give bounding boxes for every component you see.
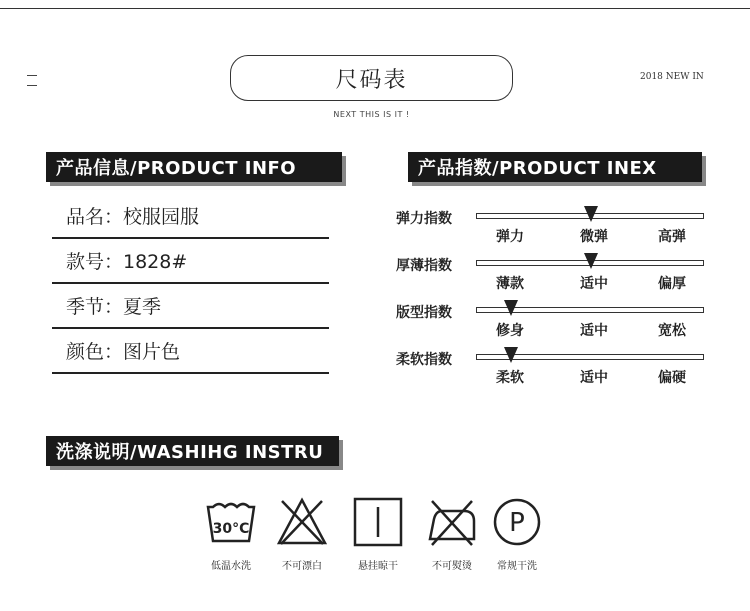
washing-heading: 洗涤说明/WASHIHG INSTRU [46, 436, 339, 466]
index-label-softness: 柔软指数 [396, 352, 452, 368]
index-option: 高弹 [658, 229, 686, 245]
index-label-thickness: 厚薄指数 [396, 258, 452, 274]
index-marker-icon [584, 206, 598, 222]
no-bleach-icon [276, 497, 328, 547]
index-bar-fit [476, 307, 704, 313]
index-option: 适中 [580, 323, 608, 339]
hang-dry-icon [352, 497, 404, 547]
index-label-elasticity: 弹力指数 [396, 211, 452, 227]
care-label-no-iron: 不可熨烫 [432, 561, 472, 572]
care-label-hang-dry: 悬挂晾干 [358, 561, 398, 572]
info-row-style-number: 款号：1828# [52, 239, 329, 284]
wash-temp: 30°C [212, 521, 250, 537]
care-label-no-bleach: 不可漂白 [282, 561, 322, 572]
page-title: 尺码表 [230, 55, 513, 101]
info-row-season: 季节：夏季 [52, 284, 329, 329]
info-row-name: 品名：校服园服 [52, 194, 329, 239]
index-option: 偏厚 [658, 276, 686, 292]
index-marker-icon [504, 300, 518, 316]
index-label-fit: 版型指数 [396, 305, 452, 321]
index-option: 偏硬 [658, 370, 686, 386]
dry-clean-letter: P [509, 508, 525, 538]
wash-30c-icon [205, 497, 257, 547]
index-bar-thickness [476, 260, 704, 266]
index-marker-icon [584, 253, 598, 269]
product-info-banner [46, 152, 342, 182]
product-index-banner [408, 152, 702, 182]
index-option: 宽松 [658, 323, 686, 339]
product-info-heading: 产品信息/PRODUCT INFO [46, 152, 342, 182]
index-option: 弹力 [496, 229, 524, 245]
top-divider [0, 8, 750, 9]
menu-mark-icon [27, 75, 37, 86]
index-option: 修身 [496, 323, 524, 339]
index-bar-softness [476, 354, 704, 360]
index-option: 适中 [580, 276, 608, 292]
info-row-color: 颜色：图片色 [52, 329, 329, 374]
dry-clean-p-icon [491, 497, 543, 547]
product-index-heading: 产品指数/PRODUCT INEX [408, 152, 702, 182]
index-bar-elasticity [476, 213, 704, 219]
care-label-dry-clean: 常规干洗 [497, 561, 537, 572]
page-subtitle: NEXT THIS IS IT ! [333, 110, 410, 119]
care-label-wash: 低温水洗 [211, 561, 251, 572]
index-option: 薄款 [496, 276, 524, 292]
index-marker-icon [504, 347, 518, 363]
washing-banner [46, 436, 339, 466]
index-option: 柔软 [496, 370, 524, 386]
year-tag: 2018 NEW IN [640, 72, 704, 82]
index-option: 适中 [580, 370, 608, 386]
no-iron-icon [426, 497, 478, 547]
index-option: 微弹 [580, 229, 608, 245]
